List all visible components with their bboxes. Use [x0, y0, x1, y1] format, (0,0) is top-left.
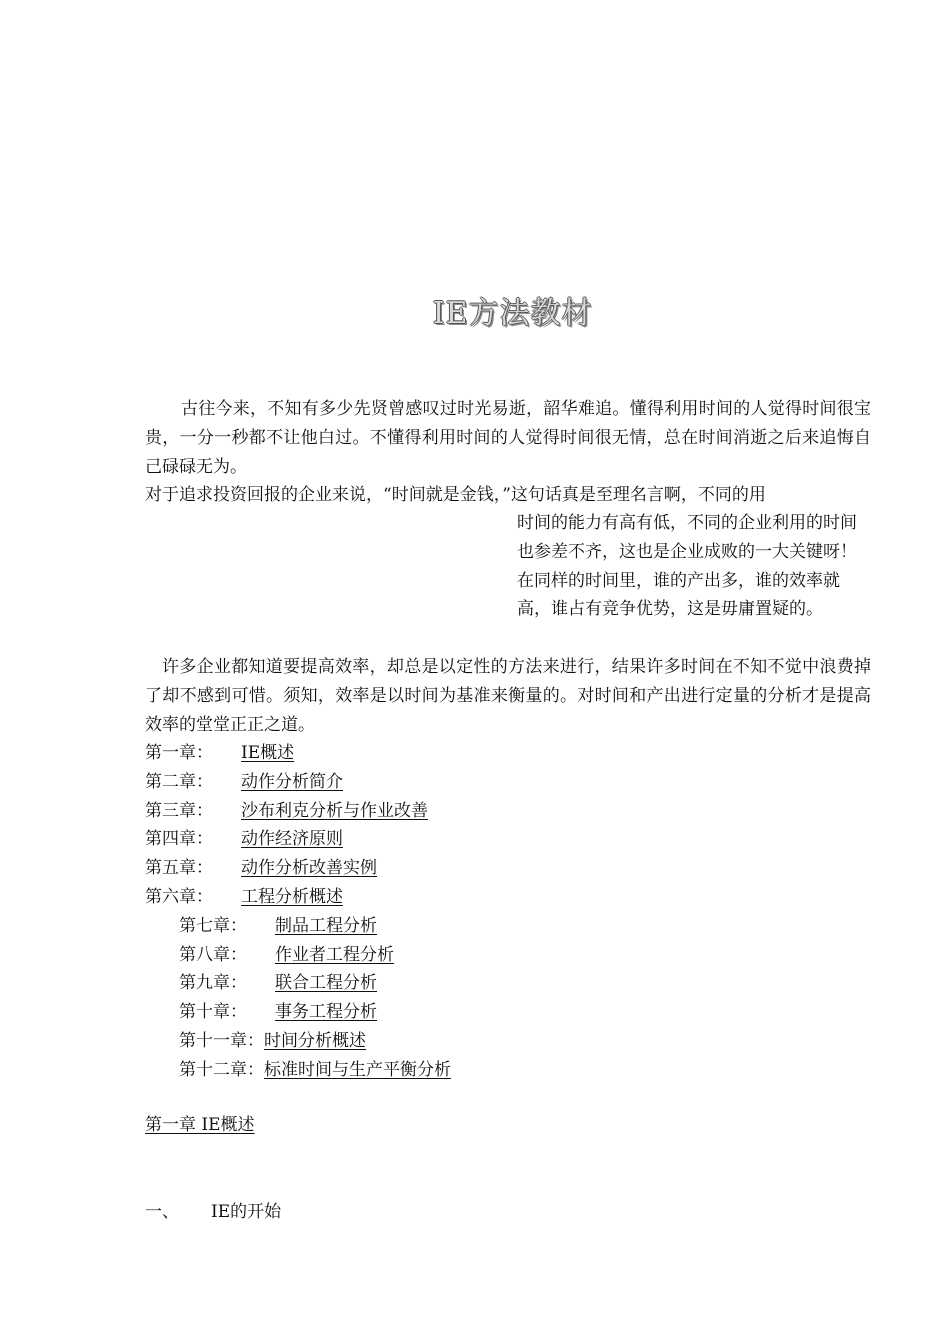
toc-item[interactable]: 第十二章：标准时间与生产平衡分析 [179, 1059, 451, 1080]
document-title: IE方法教材 [432, 296, 593, 331]
toc-item[interactable]: 第三章： 沙布利克分析与作业改善 [145, 800, 428, 821]
toc-item[interactable]: 第十章： 事务工程分析 [179, 1002, 377, 1023]
intro-paragraph-2-continued: 时间的能力有高有低，不同的企业利用的时间也参差不齐，这也是企业成败的一大关键呀！在同样的时间里，谁的产出多，谁的效率就高，谁占有竞争优势，这是毋庸置疑的。 [517, 513, 857, 620]
section-title: IE的开始 [211, 1202, 282, 1222]
intro-paragraph-3: 许多企业都知道要提高效率，却总是以定性的方法来进行，结果许多时间在不知不觉中浪费掉了却不感到可惜。须知，效率是以时间为基准来衡量的。对时间和产出进行定量的分析才是提高效率的堂堂正正之道。 [145, 657, 871, 735]
section-heading [145, 1198, 281, 1226]
toc-item[interactable]: 第四章： 动作经济原则 [145, 829, 343, 850]
chapter-heading[interactable]: 第一章 IE概述 [145, 1115, 255, 1135]
section-number: 一、 [145, 1202, 179, 1222]
toc-item[interactable]: 第一章： IE概述 [145, 743, 295, 763]
toc-item[interactable]: 第九章： 联合工程分析 [179, 973, 377, 994]
toc-item[interactable]: 第十一章：时间分析概述 [179, 1030, 366, 1051]
toc-item[interactable]: 第八章： 作业者工程分析 [179, 944, 394, 965]
toc-item[interactable]: 第六章： 工程分析概述 [145, 886, 343, 907]
toc-item[interactable]: 第二章： 动作分析简介 [145, 771, 343, 792]
intro-paragraph-1: 古往今来，不知有多少先贤曾感叹过时光易逝，韶华难追。懂得利用时间的人觉得时间很宝贵，一分一秒都不让他白过。不懂得利用时间的人觉得时间很无情，总在时间消逝之后来追悔自己碌碌无为。 [145, 399, 871, 477]
toc-item[interactable]: 第五章： 动作分析改善实例 [145, 858, 377, 879]
table-of-contents [145, 739, 451, 1085]
intro-paragraph-2-line1: 对于追求投资回报的企业来说，“时间就是金钱，”这句话真是至理名言啊，不同的用 [145, 485, 766, 505]
toc-item[interactable]: 第七章： 制品工程分析 [179, 915, 377, 936]
